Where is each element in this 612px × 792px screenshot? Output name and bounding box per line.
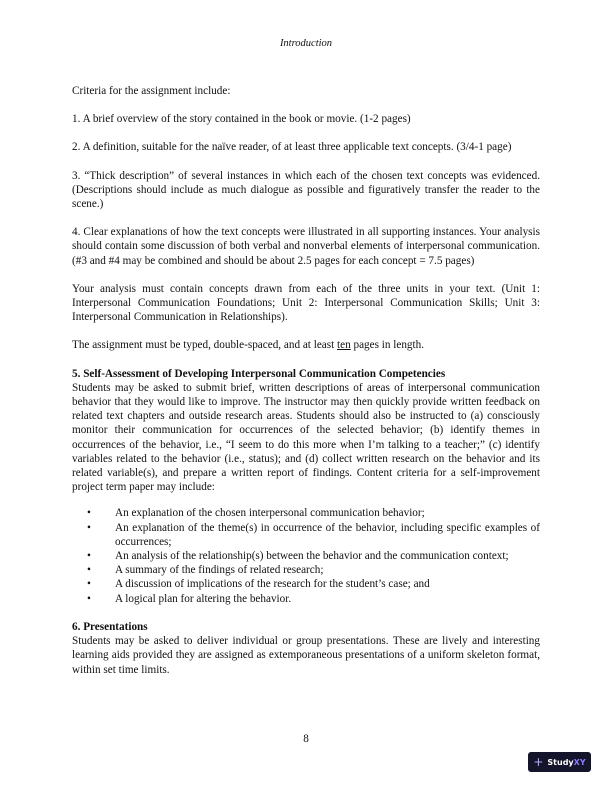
- section-5-title: 5. Self-Assessment of Developing Interpersonal Communication Competencies: [72, 367, 446, 380]
- plus-icon: +: [533, 755, 544, 769]
- bullet-icon: •: [87, 592, 91, 605]
- badge-brand: [547, 758, 585, 767]
- list-item: [72, 577, 540, 591]
- bullet-icon: •: [87, 578, 91, 591]
- units-paragraph: Your analysis must contain concepts drawn from each of the three units in your text. (Unit 1: Interpersonal Communication Foundations; Unit 2: Interpersonal Communication Skills; Unit 3: Interpersonal Communication in Relationships).: [72, 282, 540, 324]
- bullet-icon: •: [87, 564, 91, 577]
- criterion-4: 4. Clear explanations of how the text concepts were illustrated in all supporting instances. Your analysis should contain some discussion of both verbal and nonverbal elements of interpersonal communication. (#3 and #4 may be combined and should be about 2.5 pages for each concept = 7.5 pages): [72, 226, 540, 267]
- bullet-icon: •: [87, 521, 91, 534]
- length-text-before: The assignment must be typed, double-spaced, and at least: [72, 339, 338, 352]
- list-item-text: An explanation of the theme(s) in occurrence of the behavior, including specific examples of occurrences;: [115, 521, 540, 548]
- length-underlined-word: ten: [337, 339, 351, 352]
- badge-brand-primary: Study: [547, 757, 574, 767]
- list-item-text: A discussion of implications of the research for the student’s case; and: [115, 578, 430, 591]
- section-6-title: 6. Presentations: [72, 620, 148, 633]
- list-item-text: A logical plan for altering the behavior.: [115, 592, 292, 605]
- section-5-bullet-list: [72, 506, 540, 605]
- criterion-1: 1. A brief overview of the story contained in the book or movie. (1-2 pages): [72, 113, 411, 126]
- page-number: 8: [303, 733, 309, 745]
- studyxy-badge[interactable]: [528, 752, 591, 772]
- bullet-icon: •: [87, 550, 91, 563]
- section-5-body: Students may be asked to submit brief, written descriptions of areas of interpersonal communication behavior that they would like to improve. The instructor may then quickly provide written feedback on related text chapters and outside research areas. Students should also be instructed to (a) consciously monitor their communication for occurrences of the selected behavior; (b) identify themes in occurrences of the behavior, i.e., “I seem to do this more when I’m talking to a teacher;” (c) identify variables related to the behavior (i.e., status); and (d) collect written research on the behavior and its related variable(s), and prepare a written report of findings. Content criteria for a self-improvement project term paper may include:: [72, 381, 540, 494]
- bullet-icon: •: [87, 507, 91, 520]
- section-6-body: Students may be asked to deliver individual or group presentations. These are lively and interesting learning aids provided they are assigned as extemporaneous presentations of a uniform skeleton format, within set time limits.: [72, 635, 540, 676]
- list-item: [72, 592, 540, 606]
- running-header: Introduction: [279, 38, 333, 49]
- list-item: [72, 521, 540, 549]
- list-item: [72, 549, 540, 563]
- badge-brand-accent: XY: [573, 757, 586, 767]
- list-item-text: A summary of the findings of related research;: [115, 564, 324, 577]
- length-paragraph: [72, 338, 540, 352]
- criterion-2: 2. A definition, suitable for the naïve reader, of at least three applicable text concepts. (3/4-1 page): [72, 141, 512, 154]
- list-item-text: An explanation of the chosen interpersonal communication behavior;: [115, 507, 425, 520]
- criteria-lead: Criteria for the assignment include:: [72, 85, 231, 97]
- length-text-after: pages in length.: [350, 339, 425, 352]
- list-item: [72, 563, 540, 577]
- page-body: [72, 84, 540, 677]
- list-item-text: An analysis of the relationship(s) between the behavior and the communication context;: [115, 550, 509, 563]
- list-item: [72, 506, 540, 520]
- criterion-3: 3. “Thick description” of several instances in which each of the chosen text concepts was evidenced. (Descriptions should include as much dialogue as possible and figuratively transfer the reader to the scene.): [72, 169, 540, 211]
